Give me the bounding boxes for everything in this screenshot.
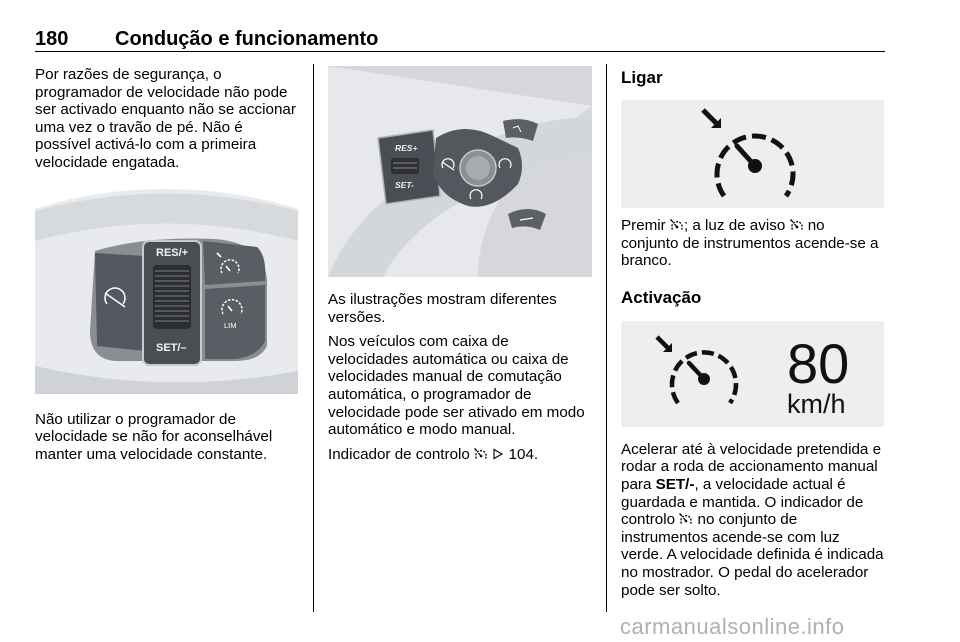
column-left [35, 66, 300, 463]
warning-light-icon [790, 219, 804, 231]
column-divider-1 [313, 64, 314, 612]
column-right [621, 66, 885, 599]
cruise-on-indicator-figure [621, 100, 884, 208]
speed-display-figure [621, 321, 884, 427]
ligar-paragraph: Premir ; a luz de aviso no conjunto de instrumentos acende-se a branco. [621, 217, 879, 270]
page-title: Condução e funcionamento [115, 28, 379, 50]
control-indicator-icon [679, 513, 693, 525]
warning-paragraph: Não utilizar o programador de velocidade se não for aconselhável manter uma velocidade constante. [35, 410, 273, 463]
safety-paragraph: Por razões de segurança, o programador de velocidade não pode ser activado enquanto não se accionar uma vez o travão de pé. Não é possível activá-lo com a primeira velocidade engatada. [35, 66, 296, 171]
res-label: RES+ [395, 143, 418, 153]
watermark: carmanualsonline.info [620, 614, 845, 639]
control-indicator-text: Indicador de controlo [328, 445, 470, 463]
set-minus-label: SET/– [156, 341, 187, 354]
page-reference-arrow-icon [492, 448, 504, 460]
illustration-note: As ilustrações mostram diferentes versões. [328, 291, 557, 326]
limiter-label: LIM [224, 320, 237, 330]
set-label: SET- [395, 180, 414, 190]
speed-value: 80 [787, 331, 850, 395]
page-number: 180 [35, 28, 69, 50]
set-minus-term: SET/- [655, 475, 695, 493]
activacao-paragraph: Acelerar até à velocidade pretendida e rodar a roda de accionamento manual para SET/-, a velocidade actual é guardada e mantida. O indicador de controlo no conjunto de instrumentos acende-se com luz verde. A velocidade definida é indicada no mostrador. O pedal do acelerador pode ser solto. [621, 440, 884, 599]
heading-activacao: Activação [621, 287, 702, 307]
speed-unit: km/h [787, 388, 846, 419]
cruise-control-icon [474, 448, 488, 460]
steering-wheel-alt-figure [328, 66, 592, 277]
heading-ligar: Ligar [621, 68, 663, 87]
steering-wheel-controls-figure [35, 181, 298, 394]
automatic-gearbox-paragraph: Nos veículos com caixa de velocidades automática ou caixa de velocidades manual de comutação automática, o programador de velocidade pode ser ativado em modo automático e modo manual. [328, 333, 585, 439]
res-plus-label: RES/+ [156, 246, 189, 259]
page-reference-link[interactable]: 104. [508, 445, 539, 463]
cruise-button-icon [670, 219, 684, 231]
control-indicator-reference [328, 446, 592, 464]
page-header [35, 28, 885, 52]
column-divider-2 [606, 64, 607, 612]
column-middle [328, 66, 592, 463]
